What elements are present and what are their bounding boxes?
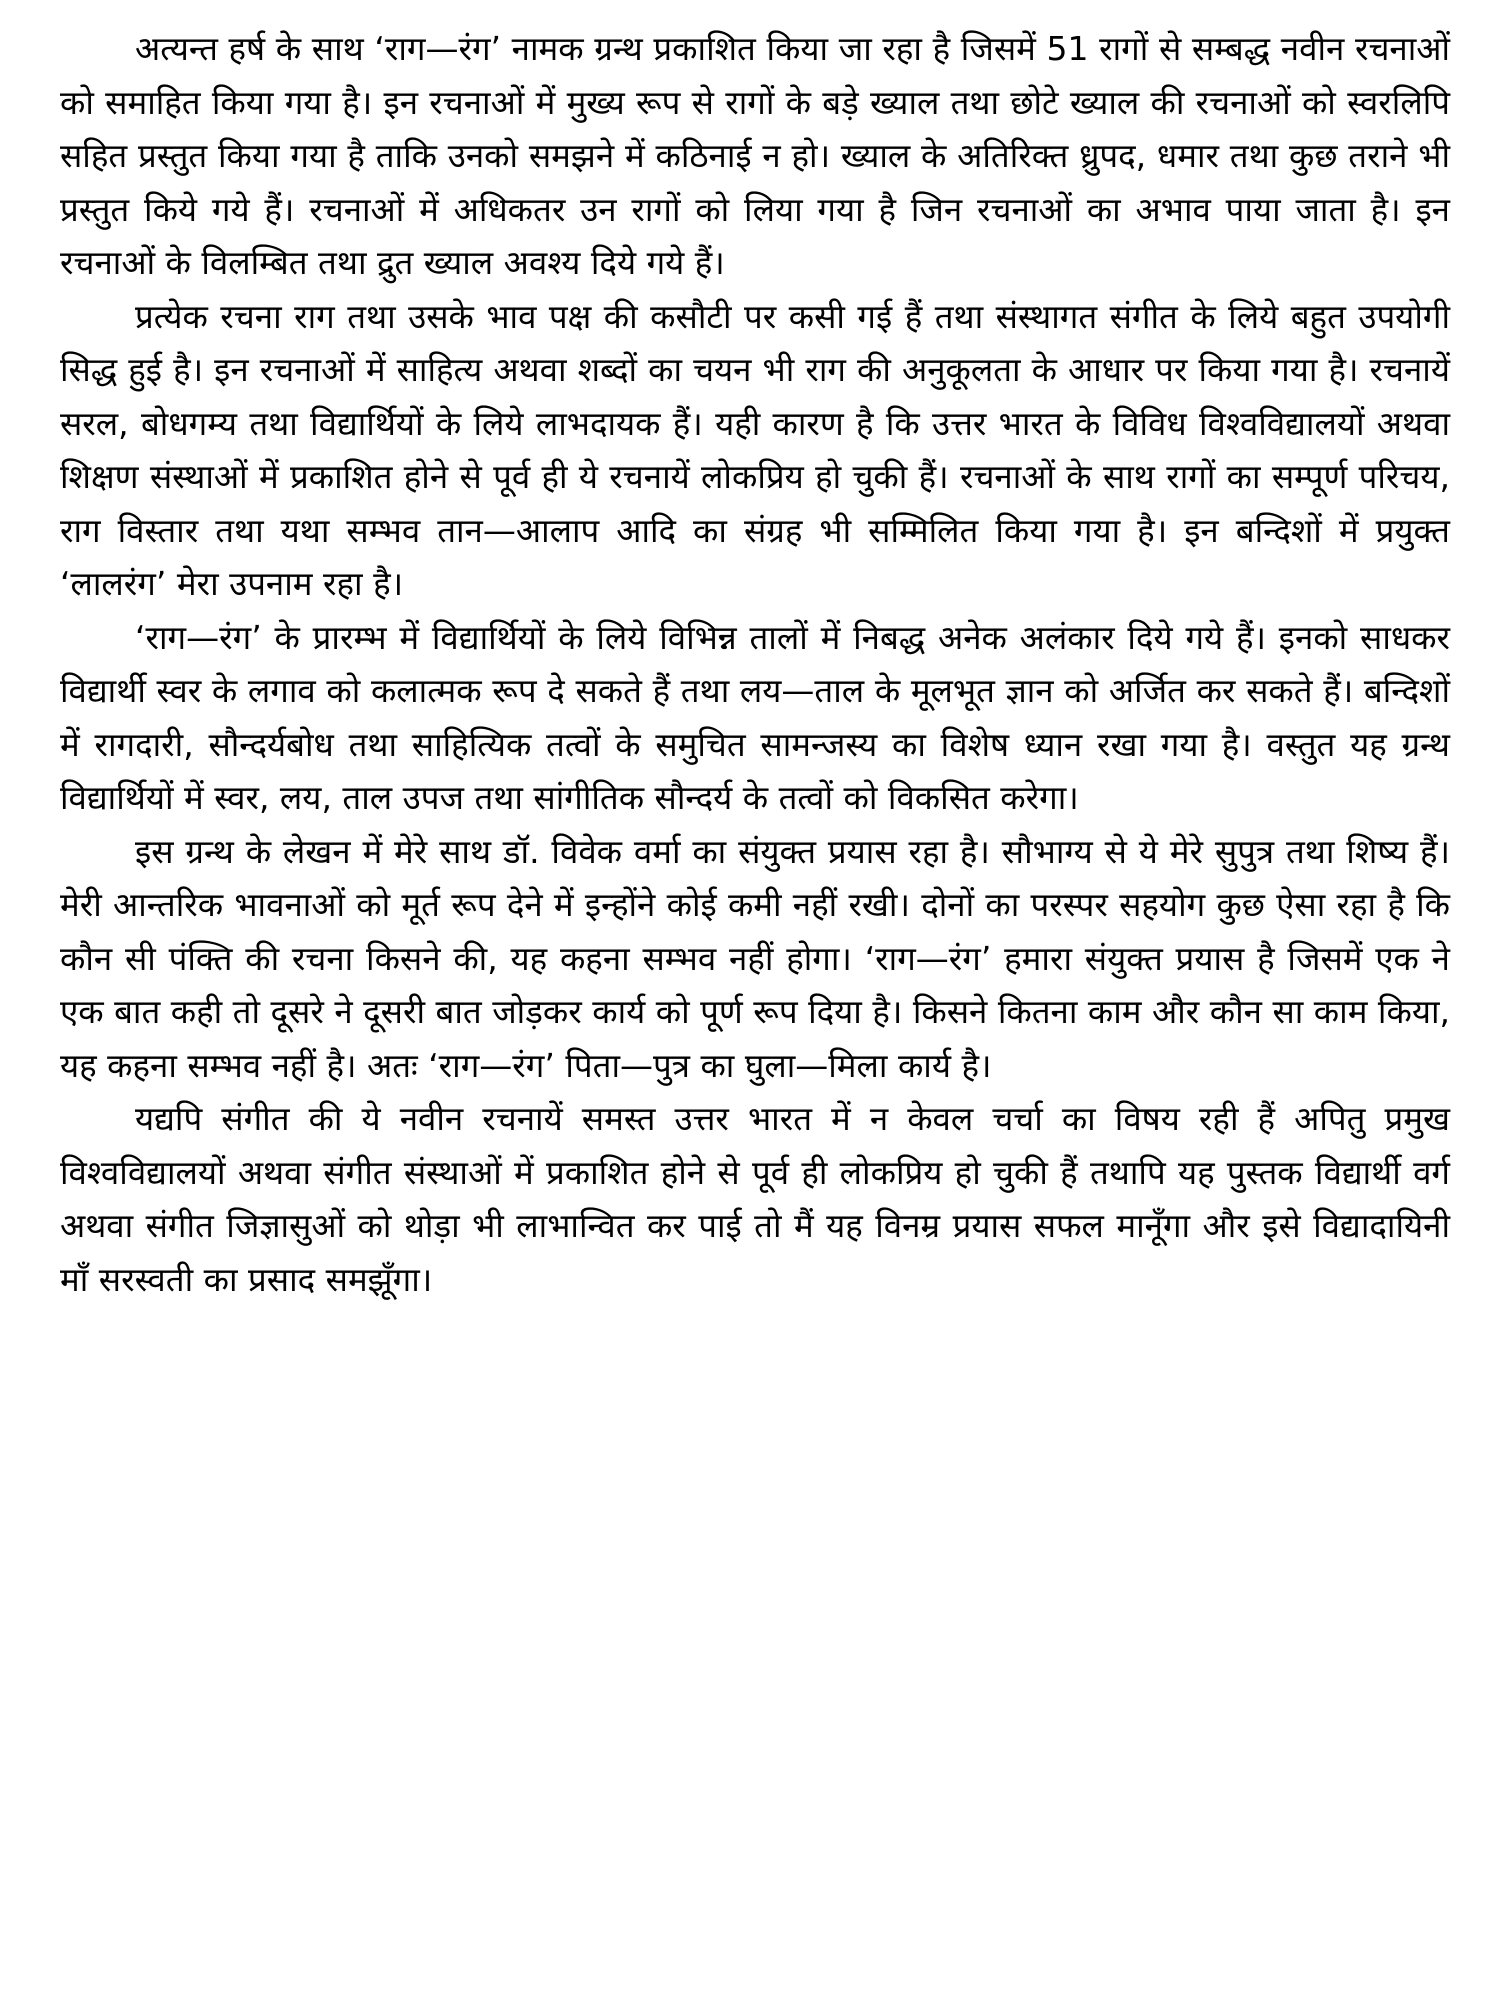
paragraph-coauthor: इस ग्रन्थ के लेखन में मेरे साथ डॉ. विवेक वर्मा का संयुक्त प्रयास रहा है। सौभाग्य से ये मेरे सुपुत्र तथा शिष्य हैं। मेरी आन्तरिक भावनाओं को मूर्त रूप देने में इन्होंने कोई कमी नहीं रखी। दोनों का परस्पर सहयोग कुछ ऐसा रहा है कि कौन सी पंक्ति की रचना किसने की, यह कहना सम्भव नहीं होगा। ‘राग—रंग’ हमारा संयुक्त प्रयास है जिसमें एक ने एक बात कही तो दूसरे ने दूसरी बात जोड़कर कार्य को पूर्ण रूप दिया है। किसने कितना काम और कौन सा काम किया, यह कहना सम्भव नहीं है। अतः ‘राग—रंग’ पिता—पुत्र का घुला—मिला कार्य है। xyxy=(60,831,1450,1085)
paragraph-compositions: प्रत्येक रचना राग तथा उसके भाव पक्ष की कसौटी पर कसी गई हैं तथा संस्थागत संगीत के लिये बहुत उपयोगी सिद्ध हुई है। इन रचनाओं में साहित्य अथवा शब्दों का चयन भी राग की अनुकूलता के आधार पर किया गया है। रचनायें सरल, बोधगम्य तथा विद्यार्थियों के लिये लाभदायक हैं। यही कारण है कि उत्तर भारत के विविध विश्वविद्यालयों अथवा शिक्षण संस्थाओं में प्रकाशित होने से पूर्व ही ये रचनायें लोकप्रिय हो चुकी हैं। रचनाओं के साथ रागों का सम्पूर्ण परिचय, राग विस्तार तथा यथा सम्भव तान—आलाप आदि का संग्रह भी सम्मिलित किया गया है। इन बन्दिशों में प्रयुक्त ‘लालरंग’ मेरा उपनाम रहा है। xyxy=(60,296,1450,603)
document-page xyxy=(60,22,1450,1306)
paragraph-alankar: ‘राग—रंग’ के प्रारम्भ में विद्यार्थियों के लिये विभिन्न तालों में निबद्ध अनेक अलंकार दिये गये हैं। इनको साधकर विद्यार्थी स्वर के लगाव को कलात्मक रूप दे सकते हैं तथा लय—ताल के मूलभूत ज्ञान को अर्जित कर सकते हैं। बन्दिशों में रागदारी, सौन्दर्यबोध तथा साहित्यिक तत्वों के समुचित सामन्जस्य का विशेष ध्यान रखा गया है। वस्तुत यह ग्रन्थ विद्यार्थियों में स्वर, लय, ताल उपज तथा सांगीतिक सौन्दर्य के तत्वों को विकसित करेगा। xyxy=(60,617,1450,817)
paragraph-closing: यद्यपि संगीत की ये नवीन रचनायें समस्त उत्तर भारत में न केवल चर्चा का विषय रही हैं अपितु प्रमुख विश्वविद्यालयों अथवा संगीत संस्थाओं में प्रकाशित होने से पूर्व ही लोकप्रिय हो चुकी हैं तथापि यह पुस्तक विद्यार्थी वर्ग अथवा संगीत जिज्ञासुओं को थोड़ा भी लाभान्वित कर पाई तो मैं यह विनम्र प्रयास सफल मानूँगा और इसे विद्यादायिनी माँ सरस्वती का प्रसाद समझूँगा। xyxy=(60,1099,1450,1299)
paragraph-intro: अत्यन्त हर्ष के साथ ‘राग—रंग’ नामक ग्रन्थ प्रकाशित किया जा रहा है जिसमें 51 रागों से सम्बद्ध नवीन रचनाओं को समाहित किया गया है। इन रचनाओं में मुख्य रूप से रागों के बड़े ख्याल तथा छोटे ख्याल की रचनाओं को स्वरलिपि सहित प्रस्तुत किया गया है ताकि उनको समझने में कठिनाई न हो। ख्याल के अतिरिक्त ध्रुपद, धमार तथा कुछ तराने भी प्रस्तुत किये गये हैं। रचनाओं में अधिकतर उन रागों को लिया गया है जिन रचनाओं का अभाव पाया जाता है। इन रचनाओं के विलम्बित तथा द्रुत ख्याल अवश्य दिये गये हैं। xyxy=(60,29,1450,282)
